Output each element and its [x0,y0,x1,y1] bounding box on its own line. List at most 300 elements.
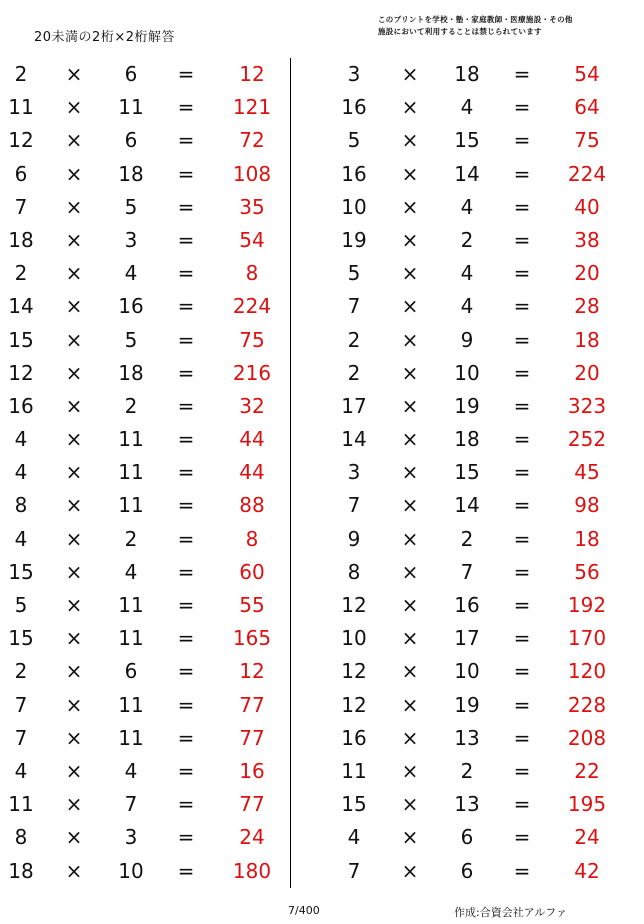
answer: 8 [245,261,259,286]
operand-b: 4 [124,758,138,783]
operand-b: 10 [118,858,144,883]
operand-b: 18 [454,427,480,452]
operand-a: 11 [8,95,34,120]
times-sign: × [65,725,83,750]
operand-a: 18 [8,227,34,252]
operand-b: 6 [460,858,474,883]
operand-b: 3 [124,227,138,252]
problem-row [325,689,625,722]
operand-a: 14 [341,427,367,452]
times-sign: × [401,626,419,651]
operand-a: 15 [8,626,34,651]
operand-b: 7 [460,559,474,584]
operand-b: 2 [460,227,474,252]
answer: 72 [239,128,265,153]
problem-row [0,357,285,390]
answer: 228 [567,692,607,717]
operand-a: 17 [341,393,367,418]
problem-row [325,456,625,489]
answer: 64 [574,95,600,120]
equals-sign: = [513,526,531,551]
answer: 192 [567,593,607,617]
answer: 24 [574,825,600,850]
answer: 216 [232,360,272,385]
problem-row [0,788,285,821]
operand-a: 7 [14,725,28,750]
equals-sign: = [177,858,195,883]
problem-row [0,655,285,688]
operand-b: 18 [118,161,144,186]
equals-sign: = [177,360,195,385]
answer: 77 [239,792,265,817]
answer: 24 [239,825,265,850]
operand-a: 12 [341,692,367,717]
operand-b: 2 [124,526,138,551]
times-sign: × [65,95,83,120]
answer: 75 [574,128,600,153]
times-sign: × [65,593,83,617]
operand-a: 10 [341,626,367,651]
operand-b: 3 [124,825,138,850]
times-sign: × [65,128,83,153]
operand-b: 11 [118,460,144,485]
operand-a: 12 [8,360,34,385]
answer: 165 [232,626,272,651]
equals-sign: = [177,261,195,286]
equals-sign: = [177,792,195,817]
operand-b: 2 [460,526,474,551]
operand-b: 11 [118,493,144,518]
problem-row [0,489,285,522]
problem-row [0,91,285,124]
problem-row [325,290,625,323]
operand-a: 16 [8,393,34,418]
operand-a: 8 [14,493,28,518]
times-sign: × [65,626,83,651]
operand-a: 16 [341,95,367,120]
operand-a: 2 [347,360,361,385]
times-sign: × [401,725,419,750]
equals-sign: = [177,227,195,252]
equals-sign: = [177,62,195,86]
operand-b: 5 [124,194,138,219]
times-sign: × [65,858,83,883]
answer: 12 [239,659,265,684]
operand-b: 19 [454,692,480,717]
equals-sign: = [513,692,531,717]
operand-a: 4 [14,427,28,452]
equals-sign: = [513,327,531,352]
operand-b: 19 [454,393,480,418]
operand-a: 4 [14,758,28,783]
problem-row [0,257,285,290]
answer: 54 [239,227,265,252]
problem-row [0,556,285,589]
operand-a: 8 [14,825,28,850]
problem-row [0,523,285,556]
times-sign: × [401,593,419,617]
times-sign: × [401,227,419,252]
answer: 28 [574,294,600,319]
problem-row [325,589,625,622]
equals-sign: = [513,659,531,684]
operand-a: 15 [8,327,34,352]
answer: 22 [574,758,600,783]
equals-sign: = [177,327,195,352]
times-sign: × [65,427,83,452]
operand-b: 7 [124,792,138,817]
operand-a: 12 [341,593,367,617]
operand-b: 11 [118,95,144,120]
operand-b: 11 [118,626,144,651]
worksheet-title: 20未満の2桁×2桁解答 [34,30,175,45]
times-sign: × [401,261,419,286]
answer: 252 [567,427,607,452]
answer: 32 [239,393,265,418]
equals-sign: = [177,825,195,850]
answer: 120 [567,659,607,684]
operand-a: 2 [14,261,28,286]
answer: 98 [574,493,600,518]
times-sign: × [65,294,83,319]
problem-row [0,689,285,722]
problem-row [0,855,285,888]
equals-sign: = [513,559,531,584]
times-sign: × [65,493,83,518]
answer: 18 [574,526,600,551]
operand-a: 5 [347,128,361,153]
equals-sign: = [513,593,531,617]
times-sign: × [65,161,83,186]
equals-sign: = [513,427,531,452]
equals-sign: = [513,792,531,817]
times-sign: × [65,792,83,817]
problem-row [0,821,285,854]
operand-b: 9 [460,327,474,352]
equals-sign: = [513,626,531,651]
problem-row [325,224,625,257]
equals-sign: = [513,393,531,418]
equals-sign: = [177,758,195,783]
operand-a: 8 [347,559,361,584]
equals-sign: = [177,294,195,319]
answer: 20 [574,261,600,286]
equals-sign: = [513,460,531,485]
problem-row [0,224,285,257]
equals-sign: = [177,161,195,186]
times-sign: × [65,559,83,584]
operand-a: 18 [8,858,34,883]
answer: 56 [574,559,600,584]
times-sign: × [65,227,83,252]
equals-sign: = [177,460,195,485]
column-divider [290,58,291,888]
operand-b: 6 [460,825,474,850]
operand-b: 11 [118,593,144,617]
copyright-notice [378,14,628,38]
equals-sign: = [513,227,531,252]
answer: 195 [567,792,607,817]
operand-a: 7 [347,493,361,518]
problem-row [0,755,285,788]
problem-row [325,622,625,655]
answer: 180 [232,858,272,883]
times-sign: × [401,360,419,385]
operand-b: 2 [124,393,138,418]
equals-sign: = [177,393,195,418]
problem-row [0,124,285,157]
equals-sign: = [177,427,195,452]
operand-b: 14 [454,493,480,518]
times-sign: × [401,692,419,717]
times-sign: × [65,393,83,418]
problem-row [325,257,625,290]
problem-row [325,821,625,854]
operand-a: 11 [8,792,34,817]
problem-row [325,158,625,191]
times-sign: × [65,692,83,717]
operand-a: 3 [347,62,361,86]
times-sign: × [65,758,83,783]
operand-b: 15 [454,128,480,153]
times-sign: × [65,194,83,219]
problem-row [325,655,625,688]
answer: 121 [232,95,272,120]
left-problem-column [0,58,285,888]
problem-row [325,722,625,755]
problem-row [325,556,625,589]
times-sign: × [65,261,83,286]
answer: 55 [239,593,265,617]
equals-sign: = [177,725,195,750]
equals-sign: = [513,294,531,319]
equals-sign: = [177,194,195,219]
problem-row [0,622,285,655]
operand-a: 2 [347,327,361,352]
operand-a: 19 [341,227,367,252]
times-sign: × [401,825,419,850]
operand-b: 5 [124,327,138,352]
operand-a: 7 [14,194,28,219]
operand-a: 5 [14,593,28,617]
answer: 40 [574,194,600,219]
answer: 44 [239,427,265,452]
operand-a: 16 [341,161,367,186]
problem-row [325,390,625,423]
operand-b: 10 [454,659,480,684]
operand-a: 2 [14,659,28,684]
problem-row [0,456,285,489]
times-sign: × [401,393,419,418]
operand-a: 15 [341,792,367,817]
operand-b: 4 [124,559,138,584]
equals-sign: = [513,261,531,286]
answer: 18 [574,327,600,352]
answer: 77 [239,692,265,717]
operand-a: 16 [341,725,367,750]
operand-b: 16 [454,593,480,617]
operand-a: 12 [341,659,367,684]
operand-a: 3 [347,460,361,485]
answer: 75 [239,327,265,352]
problem-row [325,191,625,224]
operand-b: 10 [454,360,480,385]
answer: 208 [567,725,607,750]
operand-a: 4 [14,526,28,551]
author-credit: 作成:合資会社アルファ [454,906,568,919]
answer: 38 [574,227,600,252]
operand-b: 18 [454,62,480,86]
answer: 35 [239,194,265,219]
equals-sign: = [177,526,195,551]
operand-b: 11 [118,692,144,717]
answer: 224 [567,161,607,186]
operand-a: 14 [8,294,34,319]
operand-b: 2 [460,758,474,783]
problem-row [325,755,625,788]
times-sign: × [65,62,83,86]
equals-sign: = [177,95,195,120]
answer: 44 [239,460,265,485]
operand-a: 2 [14,62,28,86]
answer: 8 [245,526,259,551]
equals-sign: = [177,593,195,617]
times-sign: × [401,128,419,153]
times-sign: × [401,294,419,319]
equals-sign: = [513,95,531,120]
operand-a: 6 [14,161,28,186]
operand-a: 9 [347,526,361,551]
times-sign: × [401,427,419,452]
page-number: 7/400 [288,904,320,917]
operand-b: 4 [460,95,474,120]
operand-a: 7 [347,858,361,883]
operand-a: 7 [347,294,361,319]
operand-b: 6 [124,659,138,684]
answer: 20 [574,360,600,385]
operand-b: 4 [460,194,474,219]
times-sign: × [65,659,83,684]
times-sign: × [401,327,419,352]
operand-b: 4 [460,261,474,286]
answer: 323 [567,393,607,418]
operand-b: 16 [118,294,144,319]
answer: 108 [232,161,272,186]
notice-line-2: 施設において利用することは禁じられています [378,27,542,36]
operand-b: 4 [124,261,138,286]
equals-sign: = [177,128,195,153]
times-sign: × [401,161,419,186]
equals-sign: = [513,825,531,850]
equals-sign: = [513,758,531,783]
equals-sign: = [177,626,195,651]
times-sign: × [65,825,83,850]
operand-a: 15 [8,559,34,584]
times-sign: × [401,526,419,551]
equals-sign: = [177,692,195,717]
times-sign: × [65,526,83,551]
times-sign: × [401,758,419,783]
operand-b: 14 [454,161,480,186]
times-sign: × [65,327,83,352]
answer: 224 [232,294,272,319]
problem-row [325,788,625,821]
times-sign: × [401,559,419,584]
answer: 16 [239,758,265,783]
problem-row [0,191,285,224]
problem-row [325,855,625,888]
problem-row [0,390,285,423]
operand-b: 11 [118,725,144,750]
operand-b: 11 [118,427,144,452]
operand-b: 4 [460,294,474,319]
notice-line-1: このプリントを学校・塾・家庭教師・医療施設・その他 [378,15,573,24]
operand-b: 13 [454,792,480,817]
equals-sign: = [177,559,195,584]
problem-row [325,523,625,556]
right-problem-column [325,58,625,888]
equals-sign: = [513,62,531,86]
operand-a: 11 [341,758,367,783]
times-sign: × [65,460,83,485]
equals-sign: = [513,128,531,153]
operand-a: 5 [347,261,361,286]
answer: 12 [239,62,265,86]
answer: 45 [574,460,600,485]
problem-row [0,290,285,323]
times-sign: × [401,493,419,518]
problem-row [0,589,285,622]
operand-a: 12 [8,128,34,153]
operand-b: 6 [124,128,138,153]
equals-sign: = [513,161,531,186]
times-sign: × [401,194,419,219]
operand-a: 10 [341,194,367,219]
answer: 42 [574,858,600,883]
operand-b: 17 [454,626,480,651]
times-sign: × [401,62,419,86]
problem-row [0,158,285,191]
operand-b: 18 [118,360,144,385]
operand-b: 15 [454,460,480,485]
problem-row [325,324,625,357]
equals-sign: = [513,858,531,883]
times-sign: × [65,360,83,385]
equals-sign: = [513,194,531,219]
problem-row [325,124,625,157]
problem-row [325,91,625,124]
operand-b: 6 [124,62,138,86]
operand-b: 13 [454,725,480,750]
problem-row [325,357,625,390]
equals-sign: = [513,360,531,385]
equals-sign: = [177,493,195,518]
answer: 54 [574,62,600,86]
problem-row [325,58,625,91]
operand-a: 4 [347,825,361,850]
times-sign: × [401,792,419,817]
equals-sign: = [177,659,195,684]
times-sign: × [401,95,419,120]
answer: 60 [239,559,265,584]
operand-a: 7 [14,692,28,717]
times-sign: × [401,659,419,684]
problem-row [0,58,285,91]
times-sign: × [401,858,419,883]
problem-row [325,489,625,522]
problem-row [0,423,285,456]
answer: 170 [567,626,607,651]
